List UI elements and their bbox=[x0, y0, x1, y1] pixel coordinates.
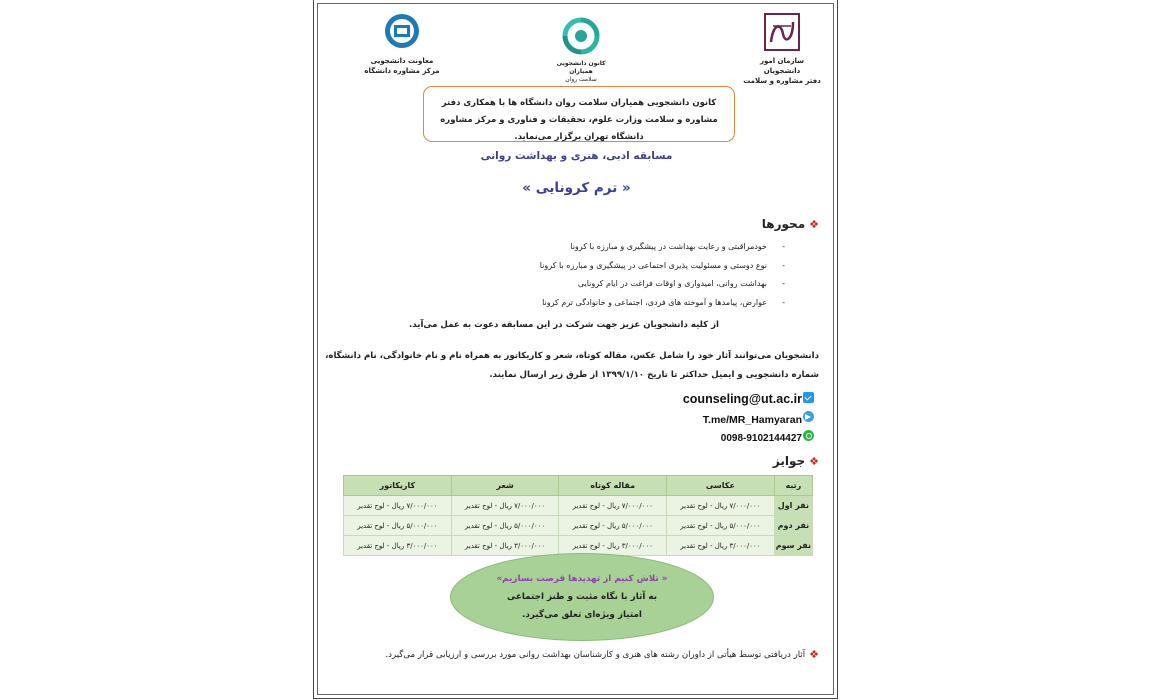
prize-cell: ۵/۰۰۰/۰۰۰ ریال - لوح تقدیر bbox=[344, 516, 452, 536]
dash-bullet-icon: - bbox=[782, 297, 785, 307]
column-header: مقاله کوتاه bbox=[559, 476, 667, 496]
dash-bullet-icon: - bbox=[782, 279, 785, 288]
rank-cell: نفر سوم bbox=[774, 536, 812, 556]
prizes-table bbox=[343, 475, 813, 556]
telegram-icon bbox=[803, 411, 814, 422]
logo-left-dept: مرکز مشاوره دانشگاه bbox=[364, 67, 440, 75]
prizes-heading-label: جوایز bbox=[772, 454, 806, 468]
prize-cell: ۳/۰۰۰/۰۰۰ ریال - لوح تقدیر bbox=[667, 536, 775, 556]
logo-student-affairs bbox=[742, 12, 822, 86]
column-header: عکاسی bbox=[667, 476, 775, 496]
axes-list bbox=[365, 238, 785, 312]
whatsapp-icon bbox=[803, 430, 814, 441]
logo-hamyaran bbox=[546, 16, 616, 84]
logo-right-org: سازمان امور دانشجویان bbox=[759, 57, 805, 75]
hamyaran-logo-icon bbox=[561, 16, 601, 56]
prize-cell: ۵/۰۰۰/۰۰۰ ریال - لوح تقدیر bbox=[667, 516, 775, 536]
list-item bbox=[365, 294, 785, 313]
footer-note-text: آثار دریافتی توسط هیأتی از داوران رشته های هنری و کارشناسان بهداشت روانی مورد بررسی و ارزیابی قرار می‌گیرد. bbox=[385, 649, 806, 660]
slogan-line: « تلاش کنیم از تهدیدها فرصت بسازیم» bbox=[496, 574, 668, 584]
dash-bullet-icon: - bbox=[782, 260, 785, 270]
prize-cell: ۳/۰۰۰/۰۰۰ ریال - لوح تقدیر bbox=[559, 536, 667, 556]
axes-heading bbox=[762, 217, 819, 231]
student-affairs-logo-icon bbox=[763, 12, 801, 52]
table-row bbox=[344, 496, 813, 516]
slogan-bonus-line: به آثار با نگاه مثبت و طنز اجتماعی bbox=[506, 592, 658, 602]
list-item bbox=[365, 275, 785, 294]
contact-telegram[interactable]: T.me/MR_Hamyaran bbox=[702, 414, 802, 426]
logo-left-org: معاونت دانشجویی bbox=[370, 57, 434, 65]
prize-cell: ۳/۰۰۰/۰۰۰ ریال - لوح تقدیر bbox=[344, 536, 452, 556]
email-icon bbox=[803, 392, 814, 403]
red-diamond-bullet-icon: ❖ bbox=[809, 454, 819, 468]
prize-cell: ۷/۰۰۰/۰۰۰ ریال - لوح تقدیر bbox=[667, 496, 775, 516]
logo-right-dept: دفتر مشاوره و سلامت bbox=[743, 77, 821, 85]
logo-university-tehran bbox=[352, 10, 452, 76]
prize-cell: ۷/۰۰۰/۰۰۰ ریال - لوح تقدیر bbox=[344, 496, 452, 516]
instructions-text: دانشجویان می‌توانند آثار خود را شامل عکس، مقاله کوتاه، شعر و کاریکاتور به همراه نام و نام خانوادگی، نام دانشگاه، شماره دانشجویی و ایمیل حداکثر تا تاریخ ۱۳۹۹/۱/۱۰ از طرق زیر ارسال نمایند. bbox=[325, 351, 819, 380]
contact-email[interactable]: counseling@ut.ac.ir bbox=[682, 392, 802, 406]
rank-cell: نفر اول bbox=[774, 496, 812, 516]
page-title: مسابقه ادبی، هنری و بهداشت روانی bbox=[480, 150, 673, 162]
prize-cell: ۷/۰۰۰/۰۰۰ ریال - لوح تقدیر bbox=[559, 496, 667, 516]
prize-cell: ۷/۰۰۰/۰۰۰ ریال - لوح تقدیر bbox=[451, 496, 559, 516]
contact-whatsapp[interactable]: 0098-9102144427 bbox=[720, 433, 802, 444]
prize-cell: ۵/۰۰۰/۰۰۰ ریال - لوح تقدیر bbox=[559, 516, 667, 536]
slogan-ellipse bbox=[450, 553, 714, 641]
dash-bullet-icon: - bbox=[782, 242, 785, 251]
prize-cell: ۳/۰۰۰/۰۰۰ ریال - لوح تقدیر bbox=[451, 536, 559, 556]
list-item bbox=[365, 257, 785, 276]
column-header: شعر bbox=[451, 476, 559, 496]
axis-item-text: نوع دوستی و مسئولیت پذیری اجتماعی در پیشگیری و مبارزه با کرونا bbox=[539, 260, 767, 270]
table-header-row bbox=[344, 476, 813, 496]
table-row bbox=[344, 516, 813, 536]
axis-item-text: خودمراقبتی و رعایت بهداشت در پیشگیری و مبارزه با کرونا bbox=[570, 242, 767, 251]
axes-heading-label: محورها bbox=[761, 217, 806, 231]
footer-note bbox=[385, 648, 819, 661]
slogan-bonus-line-2: امتیاز ویژه‌ای تعلق می‌گیرد. bbox=[522, 610, 642, 620]
invite-text: از کلیه دانشجویان عزیز جهت شرکت در این مسابقه دعوت به عمل می‌آید. bbox=[408, 320, 719, 330]
list-item bbox=[365, 238, 785, 257]
rank-cell: نفر دوم bbox=[774, 516, 812, 536]
university-tehran-logo-icon bbox=[383, 10, 421, 52]
poster-page bbox=[313, 0, 838, 699]
column-header: رتبه bbox=[774, 476, 812, 496]
red-diamond-bullet-icon: ❖ bbox=[809, 217, 819, 231]
axis-item-text: بهداشت روانی، امیدواری و اوقات فراغت در ایام کرونایی bbox=[577, 279, 767, 288]
prizes-heading bbox=[773, 454, 819, 468]
axis-item-text: عوارض، پیامدها و آموخته های فردی، اجتماعی و خانوادگی ترم کرونا bbox=[542, 297, 767, 307]
intro-box: کانون دانشجویی همیاران سلامت روان دانشگاه ها با همکاری دفتر مشاوره و سلامت وزارت علوم، تحقیقات و فناوری و مرکز مشاوره دانشگاه تهران برگزار می‌نماید. bbox=[423, 86, 735, 142]
page-subtitle: « ترم کرونایی » bbox=[522, 180, 631, 196]
column-header: کاریکاتور bbox=[344, 476, 452, 496]
prize-cell: ۵/۰۰۰/۰۰۰ ریال - لوح تقدیر bbox=[451, 516, 559, 536]
red-diamond-bullet-icon: ❖ bbox=[809, 648, 819, 661]
logo-center-sub: سلامت روان bbox=[565, 76, 597, 83]
logo-center-name: کانون دانشجویی همیاران bbox=[556, 60, 606, 75]
